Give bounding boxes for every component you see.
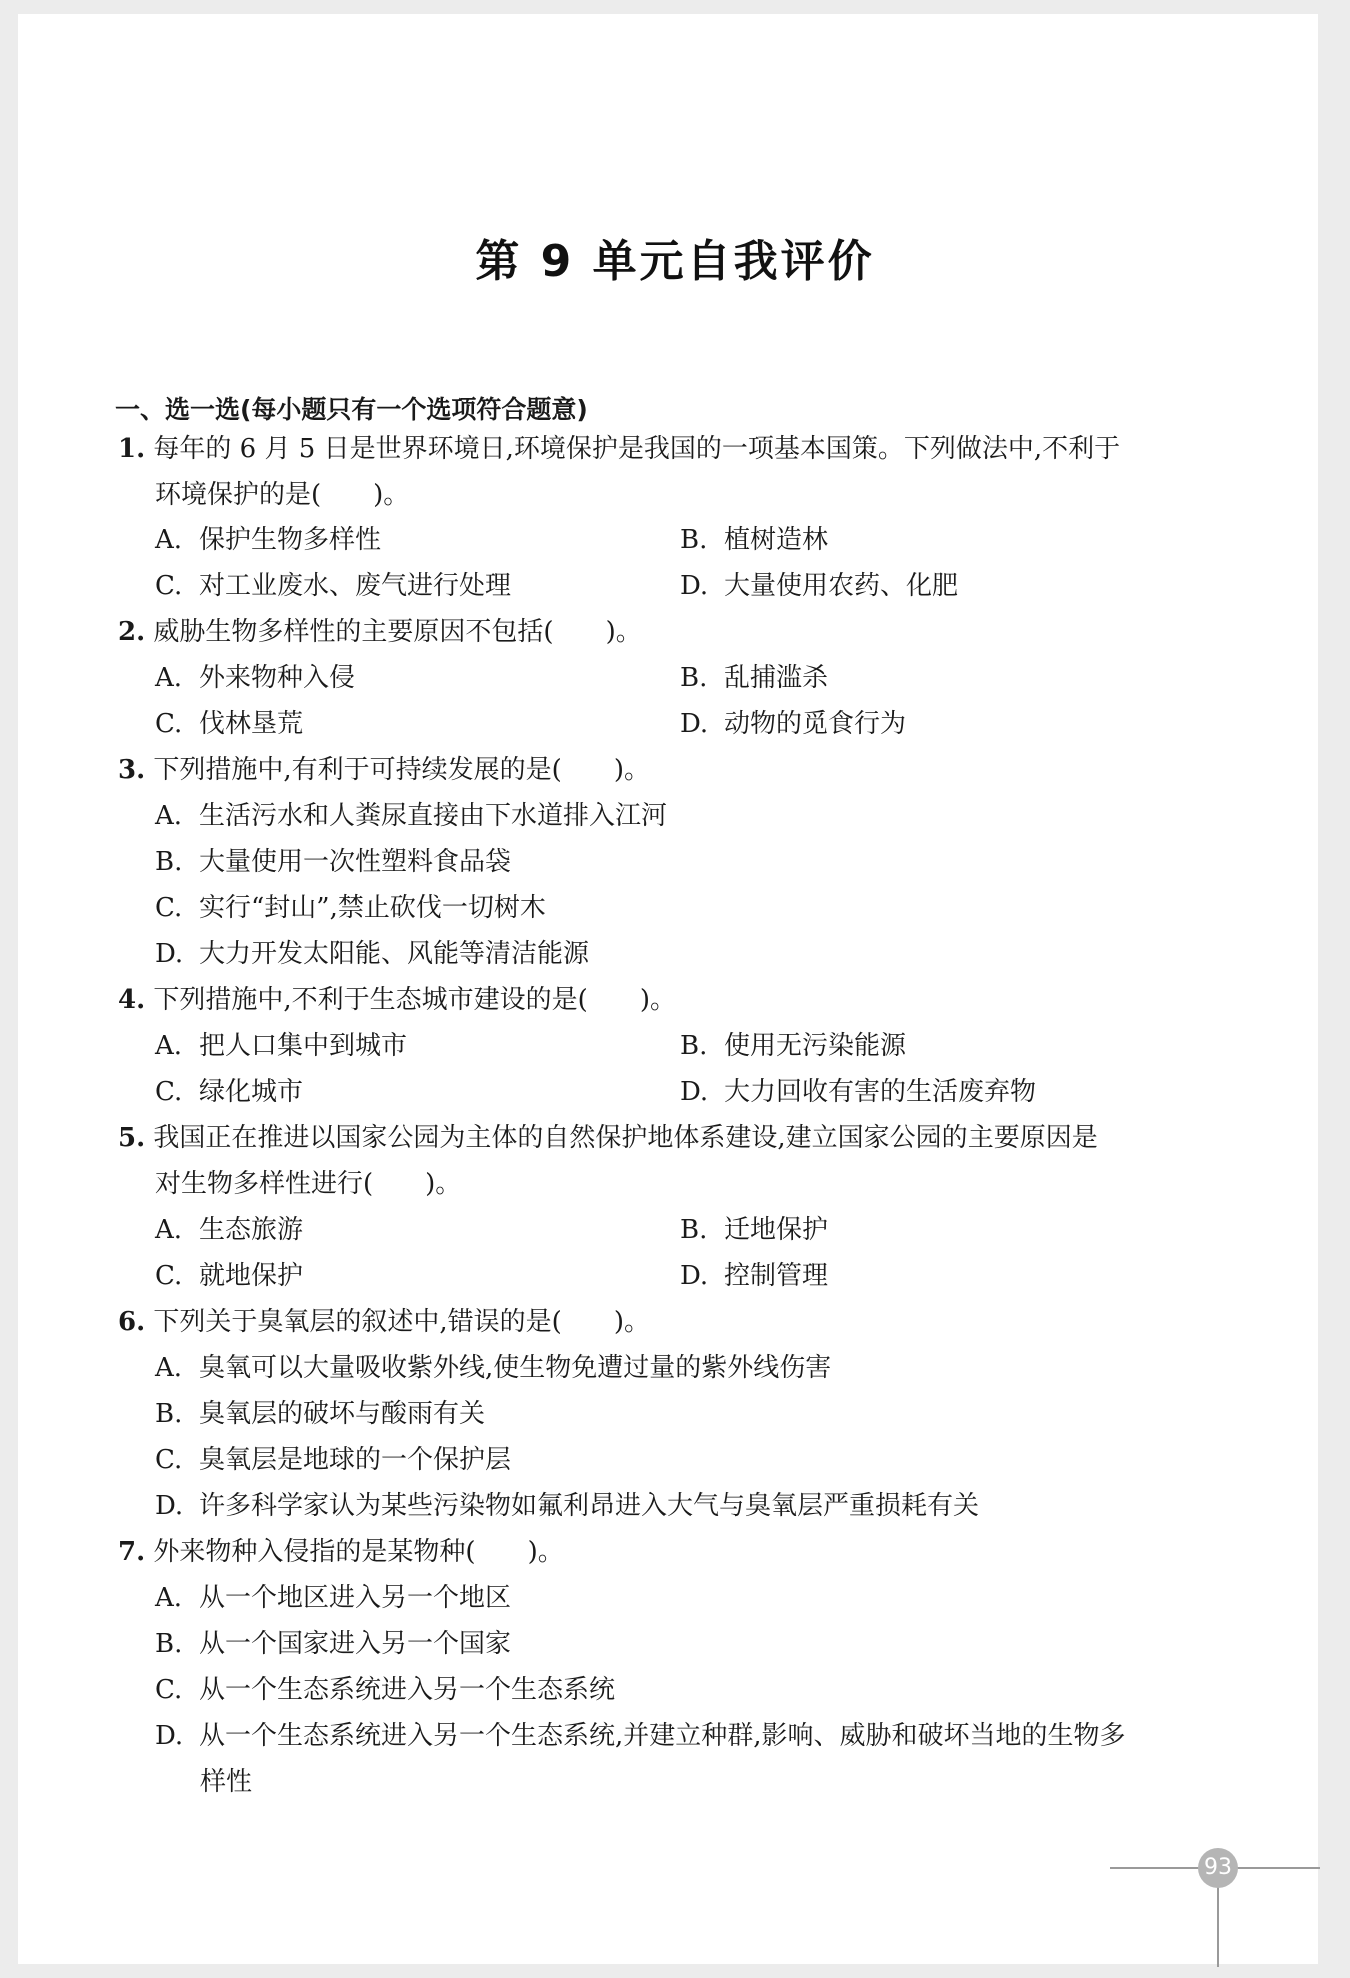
option-text: 从一个国家进入另一个国家 xyxy=(199,1629,512,1659)
question-text: 每年的 6 月 5 日是世界环境日,环境保护是我国的一项基本国策。下列做法中,不利于 xyxy=(153,434,1121,464)
question-text: 下列关于臭氧层的叙述中,错误的是( )。 xyxy=(153,1307,650,1337)
option-letter: D. xyxy=(155,1491,184,1521)
question-number: 3. xyxy=(118,755,146,785)
option-letter: C. xyxy=(155,893,183,923)
option-a xyxy=(155,523,381,557)
option-c xyxy=(155,569,511,603)
option-text: 大力开发太阳能、风能等清洁能源 xyxy=(199,939,590,969)
page-number-marker xyxy=(1110,1840,1320,1970)
option-letter: B. xyxy=(155,847,183,877)
option-letter: C. xyxy=(155,709,183,739)
question-3 xyxy=(118,753,650,787)
option-c xyxy=(155,1443,511,1477)
option-text: 大量使用农药、化肥 xyxy=(724,571,959,601)
question-text-cont: 环境保护的是( )。 xyxy=(155,480,410,510)
option-text: 臭氧可以大量吸收紫外线,使生物免遭过量的紫外线伤害 xyxy=(199,1353,832,1383)
option-letter: D. xyxy=(155,1721,184,1751)
option-c xyxy=(155,1075,303,1109)
option-d xyxy=(680,1075,1036,1109)
question-5 xyxy=(118,1121,1098,1155)
option-letter: A. xyxy=(155,1583,183,1613)
option-b xyxy=(680,1213,828,1247)
option-text: 从一个地区进入另一个地区 xyxy=(199,1583,512,1613)
option-d xyxy=(155,937,589,971)
option-text: 乱捕滥杀 xyxy=(724,663,829,693)
option-text: 从一个生态系统进入另一个生态系统,并建立种群,影响、威胁和破坏当地的生物多 xyxy=(199,1721,1126,1751)
option-b xyxy=(680,523,828,557)
section-heading: 一、选一选(每小题只有一个选项符合题意) xyxy=(115,395,588,424)
option-text: 把人口集中到城市 xyxy=(199,1031,408,1061)
option-text: 使用无污染能源 xyxy=(724,1031,907,1061)
option-letter: A. xyxy=(155,801,183,831)
option-text: 保护生物多样性 xyxy=(199,525,382,555)
option-letter: C. xyxy=(155,1675,183,1705)
option-text: 植树造林 xyxy=(724,525,829,555)
option-letter: B. xyxy=(680,1215,708,1245)
question-number: 4. xyxy=(118,985,146,1015)
option-b xyxy=(155,1397,485,1431)
option-text: 大量使用一次性塑料食品袋 xyxy=(199,847,512,877)
question-2 xyxy=(118,615,642,649)
option-text: 绿化城市 xyxy=(199,1077,304,1107)
option-text: 迁地保护 xyxy=(724,1215,829,1245)
option-text: 大力回收有害的生活废弃物 xyxy=(724,1077,1037,1107)
question-1 xyxy=(118,432,1120,466)
option-b xyxy=(155,845,511,879)
option-text: 就地保护 xyxy=(199,1261,304,1291)
option-letter: B. xyxy=(680,525,708,555)
option-letter: A. xyxy=(155,1353,183,1383)
option-d xyxy=(155,1489,979,1523)
option-text: 实行“封山”,禁止砍伐一切树木 xyxy=(199,893,546,923)
question-number: 6. xyxy=(118,1307,146,1337)
option-letter: A. xyxy=(155,663,183,693)
option-letter: A. xyxy=(155,525,183,555)
option-letter: C. xyxy=(155,1261,183,1291)
option-text: 生态旅游 xyxy=(199,1215,304,1245)
question-7 xyxy=(118,1535,564,1569)
option-a xyxy=(155,799,667,833)
option-letter: A. xyxy=(155,1215,183,1245)
option-letter: A. xyxy=(155,1031,183,1061)
option-c xyxy=(155,707,303,741)
option-d xyxy=(680,1259,828,1293)
question-number: 1. xyxy=(118,434,146,464)
question-text-cont: 对生物多样性进行( )。 xyxy=(155,1169,462,1199)
option-d xyxy=(680,569,958,603)
option-letter: C. xyxy=(155,1445,183,1475)
option-letter: C. xyxy=(155,1077,183,1107)
question-6 xyxy=(118,1305,650,1339)
option-letter: B. xyxy=(680,663,708,693)
option-text-cont: 样性 xyxy=(200,1767,253,1797)
option-c xyxy=(155,1259,303,1293)
option-letter: D. xyxy=(680,1077,709,1107)
option-a xyxy=(155,661,355,695)
option-a xyxy=(155,1581,511,1615)
option-a xyxy=(155,1029,407,1063)
option-a xyxy=(155,1213,303,1247)
option-text: 生活污水和人粪尿直接由下水道排入江河 xyxy=(199,801,668,831)
option-b xyxy=(680,661,828,695)
option-c xyxy=(155,891,546,925)
question-4 xyxy=(118,983,676,1017)
question-text: 威胁生物多样性的主要原因不包括( )。 xyxy=(153,617,642,647)
option-letter: D. xyxy=(680,571,709,601)
option-letter: D. xyxy=(155,939,184,969)
option-d xyxy=(680,707,906,741)
option-b xyxy=(680,1029,906,1063)
option-text: 许多科学家认为某些污染物如氟利昂进入大气与臭氧层严重损耗有关 xyxy=(199,1491,980,1521)
question-text: 我国正在推进以国家公园为主体的自然保护地体系建设,建立国家公园的主要原因是 xyxy=(153,1123,1098,1153)
option-letter: D. xyxy=(680,709,709,739)
option-b xyxy=(155,1627,511,1661)
option-text: 动物的觅食行为 xyxy=(724,709,907,739)
option-text: 臭氧层的破坏与酸雨有关 xyxy=(199,1399,486,1429)
page-number: 93 xyxy=(1198,1848,1238,1888)
question-text: 下列措施中,有利于可持续发展的是( )。 xyxy=(153,755,650,785)
option-text: 外来物种入侵 xyxy=(199,663,356,693)
option-a xyxy=(155,1351,831,1385)
page-title: 第 9 单元自我评价 xyxy=(475,236,875,287)
option-text: 伐林垦荒 xyxy=(199,709,304,739)
option-letter: B. xyxy=(155,1399,183,1429)
option-text: 臭氧层是地球的一个保护层 xyxy=(199,1445,512,1475)
question-number: 5. xyxy=(118,1123,146,1153)
option-d xyxy=(155,1719,1126,1753)
question-text: 外来物种入侵指的是某物种( )。 xyxy=(153,1537,564,1567)
option-letter: B. xyxy=(680,1031,708,1061)
question-number: 7. xyxy=(118,1537,146,1567)
option-letter: B. xyxy=(155,1629,183,1659)
option-letter: C. xyxy=(155,571,183,601)
option-text: 对工业废水、废气进行处理 xyxy=(199,571,512,601)
option-c xyxy=(155,1673,615,1707)
question-text: 下列措施中,不利于生态城市建设的是( )。 xyxy=(153,985,676,1015)
option-letter: D. xyxy=(680,1261,709,1291)
option-text: 从一个生态系统进入另一个生态系统 xyxy=(199,1675,616,1705)
question-number: 2. xyxy=(118,617,146,647)
option-text: 控制管理 xyxy=(724,1261,829,1291)
